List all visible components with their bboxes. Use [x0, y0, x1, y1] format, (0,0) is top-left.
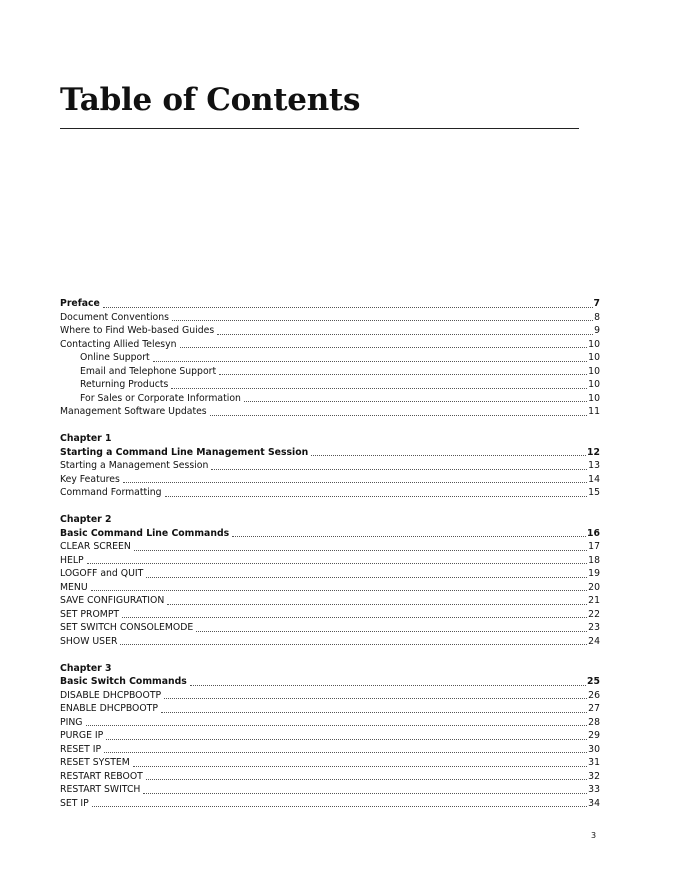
toc-entry-page: 24 [588, 635, 600, 647]
dot-leader [172, 319, 593, 321]
dot-leader [161, 711, 587, 713]
toc-entry-label: SET PROMPT [60, 608, 120, 620]
toc-entry[interactable] [60, 797, 600, 811]
dot-leader [91, 589, 588, 591]
dot-leader [311, 454, 586, 456]
title-divider [60, 128, 579, 129]
toc-entry-label: Preface [60, 298, 100, 309]
toc-entry-label: Where to Find Web-based Guides [60, 325, 215, 336]
toc-entry[interactable] [60, 608, 600, 622]
toc-entry-page: 27 [588, 703, 600, 714]
toc-entry[interactable] [60, 675, 600, 689]
toc-entry-label: Management Software Updates [60, 406, 207, 417]
toc-entry-label: HELP [60, 554, 84, 566]
toc-entry-page: 9 [594, 325, 600, 336]
toc-entry[interactable] [60, 689, 600, 703]
toc-entry-page: 10 [588, 365, 600, 377]
toc-entry-label: SHOW USER [60, 635, 118, 647]
toc-entry-label: RESTART SWITCH [60, 784, 141, 795]
toc-entry-label: SET SWITCH CONSOLEMODE [60, 622, 194, 633]
dot-leader [123, 481, 587, 483]
dot-leader [232, 535, 586, 537]
toc-entry[interactable] [60, 621, 600, 635]
toc-entry-label: SET IP [60, 797, 89, 809]
toc-entry[interactable] [60, 324, 600, 338]
chapter-heading: Chapter 3 [60, 662, 112, 674]
dot-leader [120, 643, 587, 645]
toc-entry[interactable] [60, 540, 600, 554]
dot-leader [244, 400, 587, 402]
toc-entry[interactable] [60, 702, 600, 716]
toc-entry-page: 22 [588, 608, 600, 620]
toc-entry[interactable] [60, 446, 600, 460]
toc-entry-label: Starting a Command Line Management Session [60, 446, 309, 458]
toc-entry-label: PURGE IP [60, 730, 104, 741]
dot-leader [180, 346, 588, 348]
toc-entry-label: Contacting Allied Telesyn [60, 338, 177, 350]
toc-entry[interactable] [60, 770, 600, 784]
toc-entry-label: ENABLE DHCPBOOTP [60, 703, 158, 714]
toc-entry-page: 31 [588, 757, 600, 768]
toc-entry[interactable] [60, 405, 600, 419]
toc-entry-page: 20 [588, 581, 600, 593]
toc-entry-label: Online Support [80, 352, 150, 363]
toc-entry-label: PING [60, 716, 83, 728]
dot-leader [86, 724, 588, 726]
toc-entry[interactable] [60, 716, 600, 730]
dot-leader [146, 778, 587, 780]
toc-entry[interactable] [60, 473, 600, 487]
dot-leader [103, 306, 593, 308]
page-number: 3 [591, 831, 597, 840]
dot-leader [153, 360, 587, 362]
dot-leader [167, 603, 587, 605]
toc-entry[interactable] [60, 351, 600, 365]
toc-entry-page: 18 [588, 554, 600, 566]
toc-entry-page: 17 [588, 541, 600, 552]
toc-entry-label: Starting a Management Session [60, 460, 209, 471]
toc-entry[interactable] [60, 311, 600, 325]
toc-entry[interactable] [60, 338, 600, 352]
toc-entry-page: 10 [588, 392, 600, 404]
dot-leader [219, 373, 587, 375]
dot-leader [171, 387, 587, 389]
chapter-heading: Chapter 2 [60, 514, 112, 525]
toc-entry[interactable] [60, 378, 600, 392]
toc-entry[interactable] [60, 756, 600, 770]
toc-entry[interactable] [60, 729, 600, 743]
toc-entry-page: 19 [588, 568, 600, 579]
dot-leader [165, 495, 588, 497]
toc-entry-page: 11 [588, 406, 600, 417]
toc-entry[interactable] [60, 635, 600, 649]
toc-entry[interactable] [60, 594, 600, 608]
dot-leader [92, 805, 587, 807]
toc-entry-page: 30 [588, 743, 600, 755]
toc-entry[interactable] [60, 554, 600, 568]
dot-leader [104, 751, 587, 753]
toc-entry-page: 32 [588, 770, 600, 782]
toc-entry-page: 13 [588, 460, 600, 471]
toc-entry-page: 10 [588, 352, 600, 363]
toc-entry-page: 34 [588, 797, 600, 809]
toc-entry[interactable] [60, 365, 600, 379]
toc-entry-page: 10 [588, 379, 600, 390]
dot-leader [196, 630, 587, 632]
toc-entry-page: 14 [588, 473, 600, 485]
dot-leader [190, 684, 586, 686]
toc-entry-label: For Sales or Corporate Information [80, 392, 241, 404]
toc-entry-page: 28 [588, 716, 600, 728]
toc-entry-label: RESTART REBOOT [60, 770, 143, 782]
toc-entry[interactable] [60, 392, 600, 406]
dot-leader [143, 792, 587, 794]
toc-entry-label: Email and Telephone Support [80, 365, 217, 377]
toc-entry[interactable] [60, 783, 600, 797]
toc-entry[interactable] [60, 567, 600, 581]
toc-entry-page: 12 [587, 446, 600, 458]
dot-leader [164, 697, 587, 699]
dot-leader [87, 562, 588, 564]
table-of-contents [60, 297, 600, 810]
toc-entry[interactable] [60, 743, 600, 757]
toc-entry-label: Document Conventions [60, 311, 169, 323]
toc-entry-page: 8 [594, 311, 600, 323]
toc-entry-page: 29 [588, 730, 600, 741]
toc-entry[interactable] [60, 459, 600, 473]
toc-entry-label: SAVE CONFIGURATION [60, 595, 165, 606]
toc-entry-page: 10 [588, 338, 600, 350]
toc-entry[interactable] [60, 486, 600, 500]
toc-entry-page: 16 [587, 527, 600, 539]
dot-leader [146, 576, 587, 578]
toc-entry-label: RESET SYSTEM [60, 757, 130, 768]
toc-entry-label: Returning Products [80, 379, 169, 390]
dot-leader [106, 738, 587, 740]
dot-leader [133, 765, 587, 767]
toc-entry[interactable] [60, 297, 600, 311]
toc-entry-page: 25 [587, 676, 600, 687]
toc-entry-label: DISABLE DHCPBOOTP [60, 689, 162, 701]
dot-leader [211, 468, 587, 470]
toc-entry-label: LOGOFF and QUIT [60, 568, 144, 579]
toc-entry[interactable] [60, 581, 600, 595]
dot-leader [134, 549, 587, 551]
toc-entry[interactable] [60, 527, 600, 541]
page-title: Table of Contents [60, 82, 361, 118]
toc-entry-label: Key Features [60, 473, 120, 485]
toc-entry-label: Basic Switch Commands [60, 676, 187, 687]
toc-entry-page: 26 [588, 689, 600, 701]
toc-entry-page: 7 [593, 298, 600, 309]
toc-entry-label: MENU [60, 581, 88, 593]
toc-entry-label: Command Formatting [60, 487, 162, 498]
chapter-heading: Chapter 1 [60, 433, 112, 444]
toc-entry-label: CLEAR SCREEN [60, 541, 131, 552]
dot-leader [217, 333, 593, 335]
toc-entry-page: 33 [588, 784, 600, 795]
toc-entry-page: 23 [588, 622, 600, 633]
toc-entry-page: 21 [588, 595, 600, 606]
dot-leader [122, 616, 587, 618]
toc-entry-label: RESET IP [60, 743, 102, 755]
toc-entry-page: 15 [588, 487, 600, 498]
toc-entry-label: Basic Command Line Commands [60, 527, 230, 539]
dot-leader [210, 414, 588, 416]
